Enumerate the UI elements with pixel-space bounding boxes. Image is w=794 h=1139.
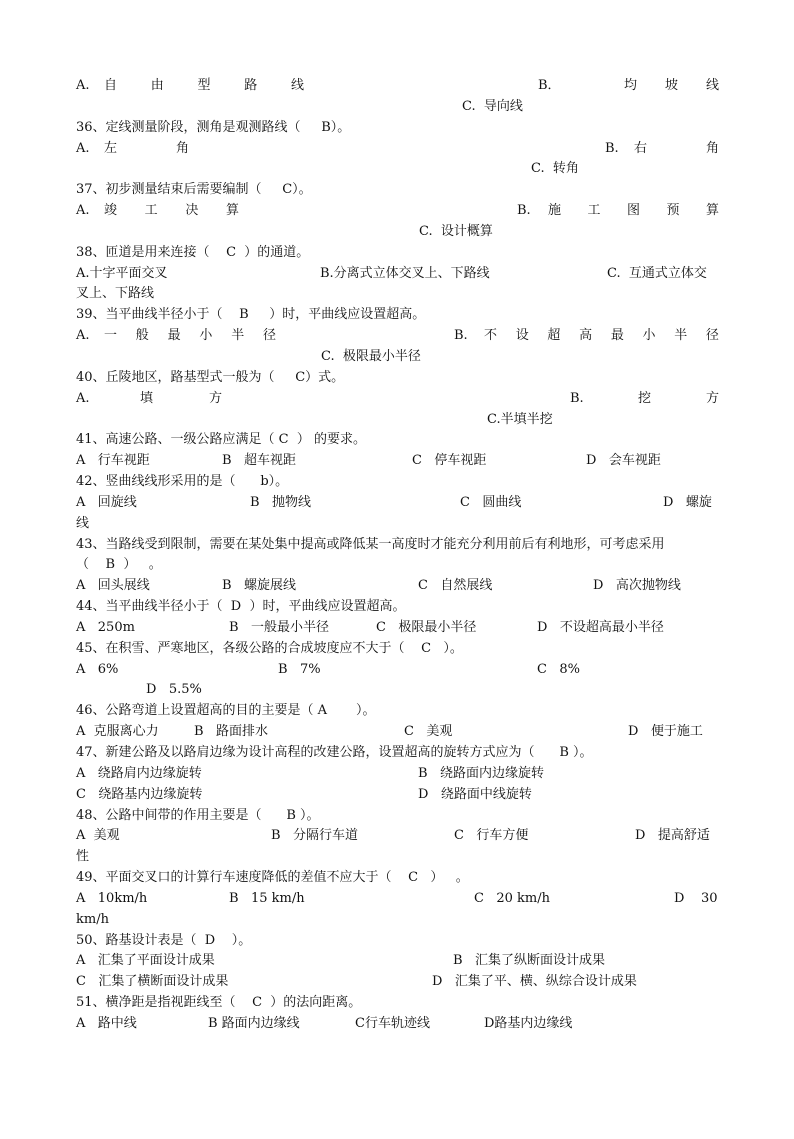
option-line: A. 竣 工 决 算 B. 施 工 图 预 算: [76, 203, 719, 219]
option-line: C 绕路基内边缘旋转 D 绕路面中线旋转: [76, 786, 532, 802]
option-line: A. 一 般 最 小 半 径 B. 不 设 超 高 最 小 半 径: [76, 328, 719, 344]
option-line: A 行车视距 B 超车视距 C 停车视距 D 会车视距: [76, 453, 661, 469]
question-stem: 36、定线测量阶段，测角是观测路线（ B）。: [76, 119, 351, 135]
option-letter: A.: [76, 78, 90, 93]
question-stem: 51、横净距是指视距线至（ C ）的法向距离。: [76, 995, 362, 1011]
option-line: A 路中线 B 路面内边缘线 C行车轨迹线 D路基内边缘线: [76, 1015, 573, 1031]
question-stem: 48、公路中间带的作用主要是（ B ）。: [76, 807, 320, 823]
option-line: A.十字平面交叉 B.分离式立体交叉上、下路线 C. 互通式立体交: [76, 265, 707, 281]
option-line: [76, 76, 719, 97]
question-stem: 39、当平曲线半径小于（ B ）时，平曲线应设置超高。: [76, 307, 426, 323]
document-page: [76, 76, 719, 1035]
option-line: C. 设计概算: [419, 223, 493, 239]
option-line: A 美观 B 分隔行车道 C 行车方便 D 提高舒适: [76, 828, 710, 844]
option-line: A 汇集了平面设计成果 B 汇集了纵断面设计成果: [76, 953, 605, 969]
question-stem: 46、公路弯道上设置超高的目的主要是（ A ）。: [76, 703, 376, 719]
question-stem: 45、在积雪、严寒地区，各级公路的合成坡度应不大于（ C ）。: [76, 640, 463, 656]
option-line: C.半填半挖: [487, 411, 553, 427]
option-line: km/h: [76, 911, 109, 927]
option-line: D 5.5%: [146, 682, 202, 698]
option-text: 均 坡 线: [624, 78, 719, 93]
option-line: A. 左 角 B. 右 角: [76, 140, 719, 156]
question-stem: 47、新建公路及以路肩边缘为设计高程的改建公路，设置超高的旋转方式应为（ B ）。: [76, 745, 593, 760]
option-line: 性: [76, 849, 90, 865]
option-line: A 250m B 一般最小半径 C 极限最小半径 D 不设超高最小半径: [76, 619, 664, 635]
option-text: 自 由 型 路 线: [104, 78, 304, 93]
option-line: C. 导向线: [462, 98, 523, 114]
question-stem: 37、初步测量结束后需要编制（ C）。: [76, 182, 312, 198]
question-stem: 49、平面交叉口的计算行车速度降低的差值不应大于（ C ） 。: [76, 870, 469, 886]
question-stem: 42、竖曲线线形采用的是（ b）。: [76, 474, 289, 490]
question-stem: （ B ） 。: [76, 557, 162, 573]
option-line: A 10km/h B 15 km/h C 20 km/h D 30: [76, 890, 718, 906]
option-line: C. 极限最小半径: [321, 348, 421, 364]
option-line: C. 转角: [531, 161, 579, 177]
question-stem: 43、当路线受到限制，需要在某处集中提高或降低某一高度时才能充分利用前后有利地形，可考虑采用: [76, 536, 665, 552]
option-letter: B．: [538, 78, 561, 93]
option-line: 线: [76, 515, 90, 531]
option-line: A 回旋线 B 抛物线 C 圆曲线 D 螺旋: [76, 494, 712, 510]
option-line: A 克服离心力 B 路面排水 C 美观 D 便于施工: [76, 724, 703, 740]
question-stem: 40、丘陵地区，路基型式一般为（ C）式。: [76, 369, 345, 385]
question-stem: 38、匝道是用来连接（ C ）的通道。: [76, 244, 310, 260]
option-line: A 6% B 7% C 8%: [76, 661, 580, 677]
question-stem: 50、路基设计表是（ D ）。: [76, 932, 252, 948]
question-stem: 41、高速公路、一级公路应满足（ C ） 的要求。: [76, 432, 367, 448]
question-stem: 44、当平曲线半径小于（ D ）时，平曲线应设置超高。: [76, 599, 406, 615]
option-line: C 汇集了横断面设计成果 D 汇集了平、横、纵综合设计成果: [76, 974, 637, 990]
option-line: 叉上、下路线: [76, 286, 155, 302]
option-line: A. 填 方 B. 挖 方: [76, 390, 719, 406]
option-line: A 绕路肩内边缘旋转 B 绕路面内边缘旋转: [76, 765, 544, 781]
option-line: A 回头展线 B 螺旋展线 C 自然展线 D 高次抛物线: [76, 578, 681, 594]
